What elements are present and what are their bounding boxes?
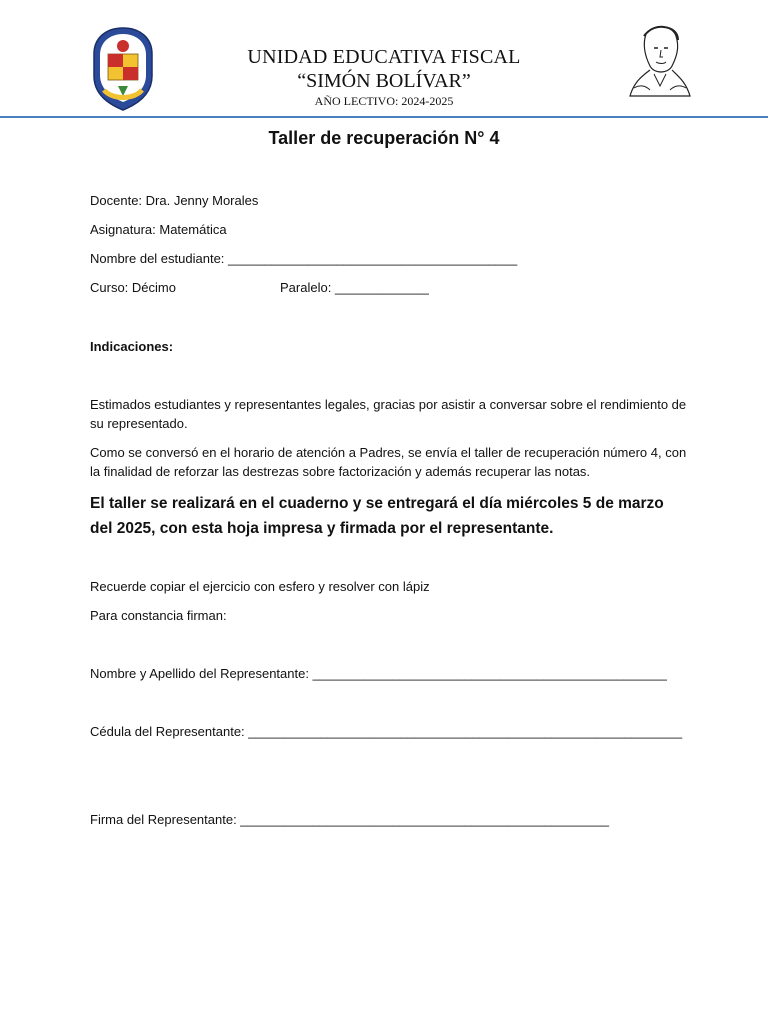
reminder-line: Recuerde copiar el ejercicio con esfero y resolver con lápiz — [90, 579, 430, 594]
document-header — [0, 0, 768, 118]
representative-signature-field: Firma del Representante: ___________________________________________________ — [90, 812, 610, 827]
school-year: AÑO LECTIVO: 2024-2025 — [314, 94, 454, 108]
delivery-notice: El taller se realizará en el cuaderno y se entregará el día miércoles 5 de marzo del 2025, con esta hoja impresa y firmada por el representante. — [90, 495, 664, 537]
document-title: Taller de recuperación N° 4 — [268, 128, 500, 148]
school-subtitle: “SIMÓN BOLÍVAR” — [297, 70, 471, 92]
bolivar-portrait-icon — [624, 24, 696, 102]
curso-line: Curso: Décimo — [90, 280, 176, 295]
paralelo-field: Paralelo: _____________ — [280, 280, 429, 295]
school-name: UNIDAD EDUCATIVA FISCAL — [247, 46, 521, 68]
indicaciones-heading: Indicaciones: — [90, 339, 174, 354]
student-name-field: Nombre del estudiante: ________________________________________ — [90, 251, 518, 266]
paragraph-greeting: Estimados estudiantes y representantes legales, gracias por asistir a conversar sobre el rendimiento de su representado. — [90, 397, 687, 431]
constancia-line: Para constancia firman: — [90, 608, 227, 623]
docente-line: Docente: Dra. Jenny Morales — [90, 193, 259, 208]
representative-name-field: Nombre y Apellido del Representante: _________________________________________________ — [90, 666, 667, 681]
header-divider — [0, 116, 768, 118]
representative-id-field: Cédula del Representante: ____________________________________________________________ — [90, 724, 683, 739]
paragraph-info: Como se conversó en el horario de atención a Padres, se envía el taller de recuperación número 4, con la finalidad de reforzar las destrezas sobre factorización y además recuperar las notas. — [90, 445, 687, 479]
asignatura-line: Asignatura: Matemática — [90, 222, 227, 237]
